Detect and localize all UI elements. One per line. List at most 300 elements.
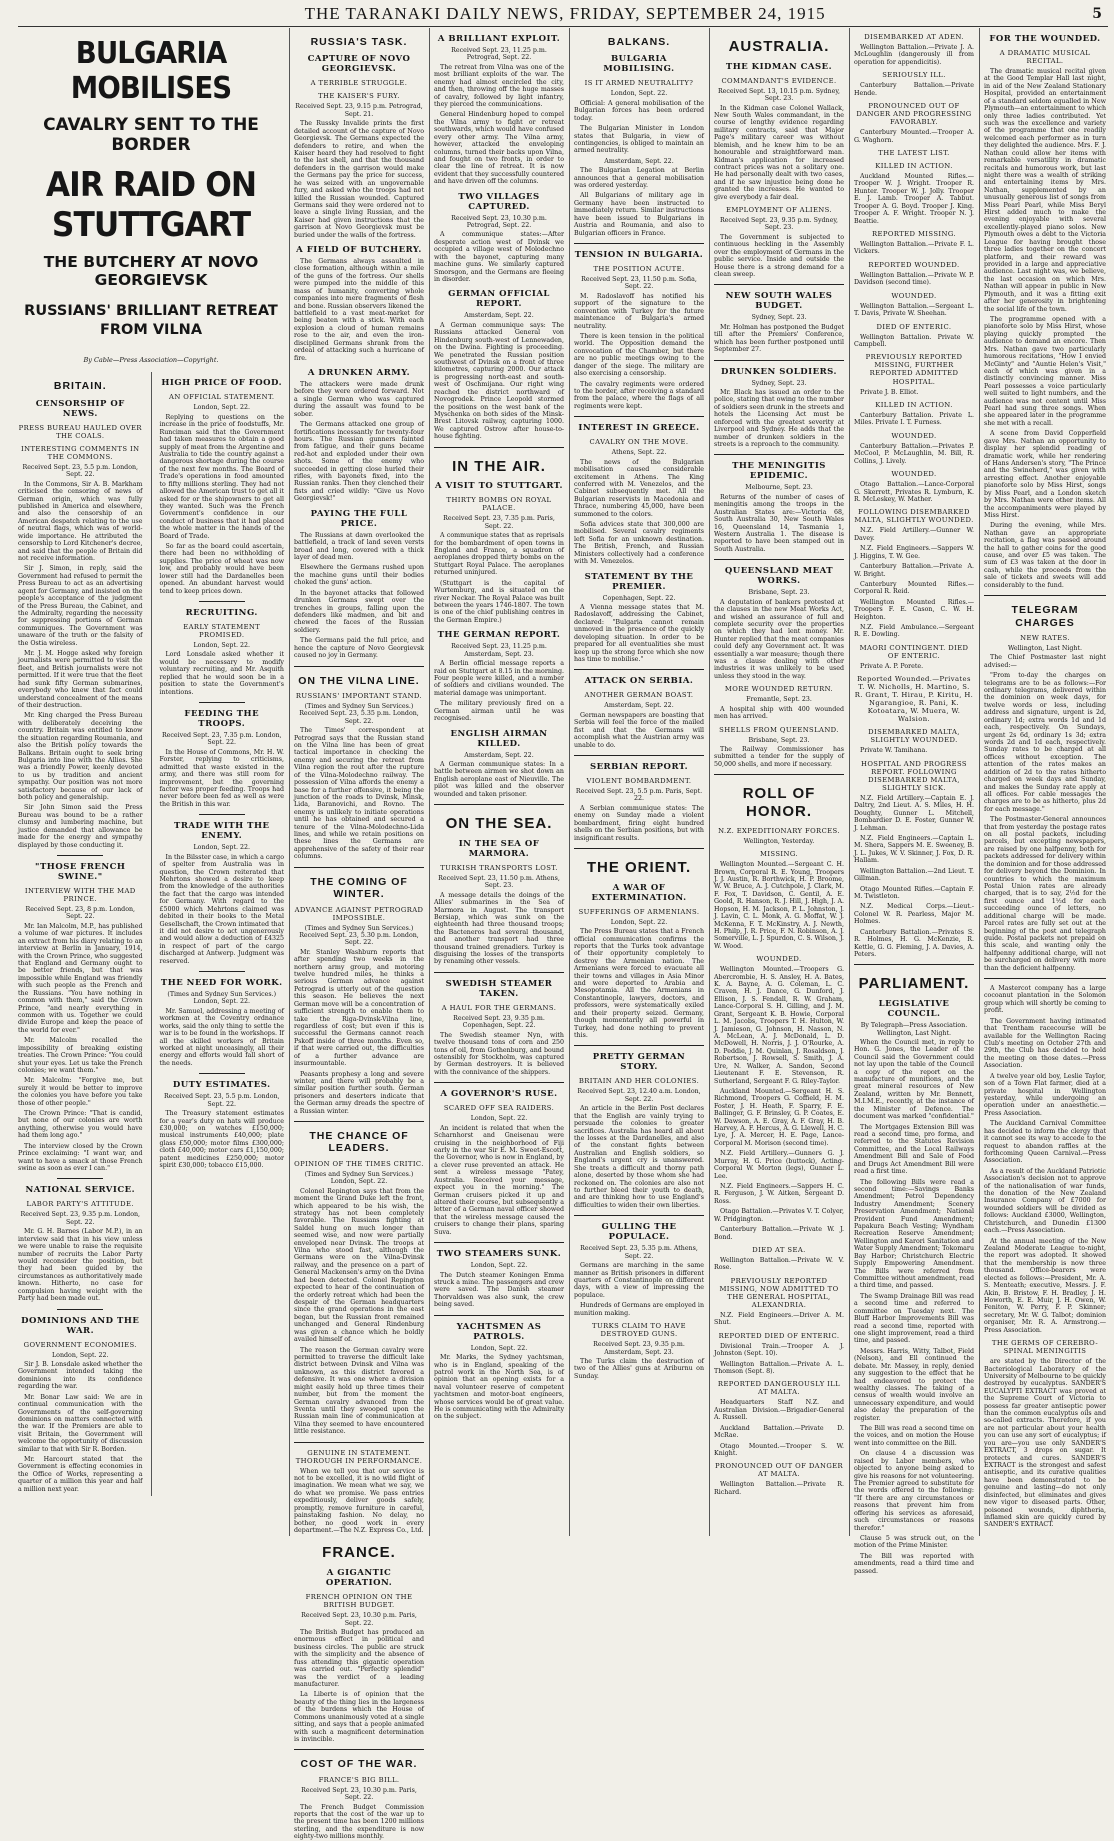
column-divider	[434, 972, 564, 973]
article-headline: GULLING THE POPULACE.	[601, 1222, 677, 1243]
column-divider	[434, 1315, 564, 1316]
column-3	[434, 28, 564, 1536]
article-headline: ENGLISH AIRMAN KILLED.	[450, 728, 548, 749]
article-headline: STATEMENT BY THE PREMIER.	[584, 571, 694, 592]
article-headline: IN THE SEA OF MARMORA.	[458, 838, 540, 859]
article-paragraph: Sir John Simon said the Press Bureau was bound to be a rather clumsy and lumbering machine, but justice demanded that allowance be made for the energy and sympathy displayed by those conducting it.	[18, 804, 143, 849]
article-paragraph: The Germans paid the full price, and hence the capture of Novo Georgievsk caused no joy in Germany.	[294, 637, 424, 660]
article-headline: THE MENINGITIS EPIDEMIC.	[732, 461, 826, 482]
article-paragraph: A communique states that as reprisals for the bombardment of open towns in England and France, a squadron of aeroplanes dropped thirty bombs on the Stuttgart Royal Palace. The aeroplanes returned uninjured.	[434, 532, 564, 577]
dateline: Received Sept. 23, 5.5 p.m. Paris, Sept. 22.	[575, 788, 703, 803]
article-subhead: RUSSIANS' IMPORTANT STAND.	[295, 691, 423, 700]
article-paragraph: The Press Bureau states that a French official communication confirms the reports that the Turks took advantage of their opportunity completely to destroy the Armenian nation. The Armenians were forced to evacuate all their towns and villages in Asia Minor and were deported to Arabia and Mesopotamia. All the Armenians in Constantinople, lawyers, doctors, and professors, were systematically exiled and their property seized. Germany, though momentarily all powerful in Turkey, had done nothing to prevent this.	[574, 928, 704, 1040]
article-headline: SERBIAN REPORT.	[589, 761, 689, 772]
column-divider	[574, 755, 704, 756]
article-paragraph: Private J. B. Elliot.	[860, 388, 919, 396]
column-divider	[199, 601, 245, 602]
article-paragraph: When the Council met, in reply to Hon. G. Jones, the Leader of the Council said the Government could not lay upon the table of the Council a copy of the report on the manufacture of munitions, and the great mineral resources of New Zealand, written by Mr. Bennett, M.I.M.E., recently, at the instance of the Minister of Defence. The document was marked "confidential."	[854, 1038, 974, 1121]
article-paragraph: Otago Mounted.—Trooper S. W. Knight.	[714, 1442, 844, 1457]
article-subhead: THE LATEST LIST.	[878, 149, 950, 158]
article-paragraph: The Postmaster-General announces that from yesterday the postage rates on all postal packets, including parcels, but excepting newspapers, are raised by one halfpenny, both for packets addressed for delivery within the dominion and for those addressed for delivery beyond the Dominion. In countries to which the maximum Postal Union rates are already charged, that is to say, 2½d for the first ounce and 1½d for each succeeding ounce of letters, no additional charge will be made. Parcel rates are fully set out at the beginning of the post and telegraph guide. Postal packets not prepaid on this scale, and wanting only the halfpenny additional charge, will not be surcharged on delivery with more than the deficient halfpenny.	[984, 816, 1106, 972]
article-headline: BULGARIA MOBILISING.	[603, 54, 675, 75]
article-paragraph: Lord Lonsdale asked whether it would be necessary to modify voluntary recruiting, and Mr. Asquith replied that he would soon be in a position to state the Government's intentions.	[159, 651, 284, 696]
article-paragraph: The Times' correspondent at Petrograd says that the Russian stand on the Vilna line has been of great tactical importance in checking the enemy and securing the retreat from Vilna region the rout after the rupture of the Vilna-Molodechno railway. The possession of Vilna affords the enemy a base for a further offensive, it being the junction of the roads to Dvinsk, Minsk, Lida, Baranovichi, and Rovno. The enemy is unlikely to initiate operations until he has obtained and secured a tenure of the Vilna-Molodechno-Lida lines, and while we retain positions on these lines the Germans are apprehensive of the safety of their rear columns.	[294, 727, 424, 861]
article-paragraph: The Railway Commissioner has submitted a tender for the supply of 50,000 shells, and more if necessary.	[714, 746, 844, 768]
article-headline: NATIONAL SERVICE.	[25, 1185, 136, 1196]
article-subhead: ADVANCE AGAINST PETROGRAD IMPOSSIBLE.	[294, 905, 424, 922]
column-rule	[569, 28, 570, 1536]
article-headline: FOR THE WOUNDED.	[989, 34, 1101, 44]
article-headline: TRADE WITH THE ENEMY.	[174, 821, 270, 842]
article-paragraph: Mr. Marks, the Sydney yachtsman, who is in England, speaking of the patrol work in the North Sea, is of opinion that an opening exists for a naval volunteer reserve of competent yachtsmen and motor-boat engineers, whose services would be of great value. He is communicating with the Admiralty on the subject.	[434, 1354, 564, 1421]
dateline: London, Sept. 22.	[193, 844, 250, 852]
article-paragraph: The programme opened with a pianoforte solo by Miss Hirst, whose playing quickly prompted the audience to demand an encore. Then Mrs. Nathan gave two particularly humorous recitations, "How I envied McGinty" and "Auntie Helen's Visit," each of which was given in a distinctly convincing manner. Miss Pearl possesses a voice particularly well suited to light numbers, and the audience was not content until Miss Pearl had sung three songs. When she appeared later in the programme she met with a recall.	[984, 315, 1106, 427]
column-2-france	[294, 1544, 424, 1840]
article-paragraph: A Mastercot company has a large cocoanut plantation in the Solomon group which will shortly be coming to profit.	[984, 985, 1106, 1015]
article-paragraph: In the Bilsster case, in which a cargo of spelter from Australia was in question, the Crown reiterated that Mehrtons showed a desire to keep from the knowledge of the authorities the fact that the cargo was intended for Germany. With regard to the £5000 which Mehrtons claimed was debited in their books to the Metal Gesellschaft, the Crown intimated that it did not desire to act ungenerously and would allow a deduction of £4325 in respect of part of the cargo discharged at Antwerp. Judgment was reserved.	[159, 853, 284, 965]
column-2-stories	[294, 36, 424, 1534]
article-subhead: THE GERMS OF CEREBRO-SPINAL MENINGITIS	[991, 1339, 1099, 1356]
article-subhead: CAVALRY ON THE MOVE.	[589, 438, 689, 447]
article-subhead: TURKISH TRANSPORTS LOST.	[440, 863, 558, 872]
article-headline: A DRUNKEN ARMY.	[307, 367, 411, 378]
article-subhead: PRESS BUREAU HAULED OVER THE COALS.	[18, 423, 142, 440]
article-subhead: LABOR PARTY'S ATTITUDE.	[26, 1200, 134, 1209]
section-heading-large: FRANCE.	[322, 1544, 396, 1562]
section-heading: ON THE VILNA LINE.	[298, 674, 420, 687]
dateline: Received Sept. 23, 5.5 p.m. London, Sept. 22.	[163, 1093, 280, 1108]
column-6	[854, 28, 974, 1575]
column-divider	[294, 1121, 424, 1122]
article-paragraph: Auckland Mounted.—Sergeant H. S. Richmond, Troopers G. Coffield, H. M. Foster, J. H. Heath, F. Sparry, F. E. Ballinger, G. F. Brinsley, G. P. Coates, E. W. Dawson, A. E. Gray, A. F. Gray, H. B. Harvey, A. F. Hercus, A. G. Llewell, H. C. Lye, J. A. Mercer, H. E. Page, Lance-Corporal M. Morison (second time).	[714, 1087, 844, 1147]
article-subhead: ANOTHER GERMAN BOAST.	[584, 691, 694, 700]
article-paragraph: N.Z. Medical Corps.—Lieut.-Colonel W. R. Pearless, Major M. Holmes.	[854, 903, 974, 926]
section-heading-large: PARLIAMENT.	[858, 975, 970, 993]
article-subhead: FRANCE'S BIG BILL.	[318, 1775, 400, 1784]
article-paragraph: The Bill was read a second time on the voices, and on motion the House went into committee on the Bill.	[854, 1425, 974, 1447]
article-paragraph: Wellington Mounted.—Troopers G. Abercrombie, H. S. Ansley, H. A. Bates, K. A. Bayne, A. G. Coleman, L. C. Craven, H. J. Dance, G. Dunford, J. Ellison, J. S. Fendall, R. W. Graham, Lance-Corporal S. H. Gilling, and J. M. Grant, Sergeant K. B. Howie, Corporal L. M. Jacobs, Troopers T. H. Hulton, W. J. Jamieson, G. Johnson, H. Nasson, N. A. McLean, A. J. McDonald, L. D. McDowell, H. Norris, J. J. O'Rourke, A. D. Peddie, J. M. Quinlan, J. Rosaldson, J. Robertson, J. Rowsell, S. Smith, J. A. Ure, N. Walker, A. Sandon, Second Lieutenant F. E. Stevenson, R. Sutherland, Sergeant F. G. Riley-Taylor.	[714, 966, 844, 1085]
article-paragraph: "From to-day the charges on telegrams are to be as follows:—For ordinary telegrams, delivered within the dominion on week days, for twelve words or less, including address and signature, urgent is 2d, ordinary 1d; extra words 1d and 1d each, respectively. On Sundays, urgent 2s 6d, ordinary 1s 3d; extra words 2d and 1d each, respectively. Sunday rates to be charged at all offices without exception. The attention of the rates makes an addition of 2d to the rates hitherto charged on week days and Sunday, and makes the Sunday rate apply at all offices. For cable messages the charges are to be as hitherto, plus 2d for each message."	[984, 672, 1106, 813]
page-number: 5	[1092, 6, 1102, 22]
headline-bulgaria: BULGARIA MOBILISES	[70, 36, 232, 107]
article-subhead: THIRTY BOMBS ON ROYAL PALACE.	[446, 496, 552, 513]
dateline: Amsterdam, Sept. 22.	[604, 157, 674, 165]
article-paragraph: Mr. Harcourt stated that the Government is effecting economies in the Office of Works, representing a quarter of a million this year and half a million next year.	[18, 1456, 143, 1493]
article-subhead: SHELLS FROM QUEENSLAND.	[719, 725, 839, 734]
article-subhead: DIED OF ENTERIC.	[876, 322, 952, 331]
column-divider	[57, 1309, 103, 1310]
column-divider	[574, 416, 704, 417]
article-paragraph: The Auckland Carnival Committee has decided to inform the clergy that it cannot see its way to accede to the request to abandon raffles at the forthcoming Queen Carnival.—Press Association.	[984, 1120, 1106, 1165]
article-paragraph: Wellington Battalion.—Private W. P. Davidson (second time).	[854, 271, 974, 287]
dateline: Brisbane, Sept. 23.	[748, 589, 810, 597]
column-1-left	[18, 372, 143, 1496]
dateline: London, Sept. 22.	[51, 1351, 109, 1359]
article-subhead: THE KAISER'S FURY.	[318, 92, 400, 101]
article-paragraph: On clause 4 a discussion was raised by Labor members, who objected to anyone being asked to give his reasons for not volunteering. The Premier agreed to substitute for the words offered to the following: "If there are any circumstances or reasons that prevent him from offering his services as aforesaid, such circumstances or reasons therefor."	[854, 1450, 974, 1532]
column-divider	[854, 964, 974, 965]
article-paragraph: In the Kidman case Colonel Wallack, New South Wales commandant, in the course of lengthy evidence regarding military contracts, said that Major Page's military career was without blemish, and he knew him to be an honourable and straightforward man. Kidman's application for increased contract prices was not a solitary one. He had personally dealt with two cases, and if he saw injustice being done he granted the increases. He wanted to give everybody a fair deal.	[714, 104, 844, 201]
article-paragraph: Otago Battalion.—Privates V. T. Colyer, W. Pridgington.	[714, 1208, 844, 1223]
dateline: Received Sept. 23, 9.35 p.m. Copenhagen, Sept. 22.	[453, 1014, 545, 1030]
article-paragraph: All Bulgarians of military age in Germany have been instructed to immediately return. Similar instructions have been issued to Bulgarians in Austria and Roumania, and also to Bulgarian officers in France.	[574, 192, 704, 237]
article-subhead: KILLED IN ACTION.	[875, 400, 953, 409]
article-subhead: DIED AT SEA.	[752, 1245, 806, 1254]
article-subhead: DISEMBARKED MALTA, SLIGHTLY WOUNDED.	[868, 728, 960, 745]
dateline: Amsterdam, Sept. 22.	[464, 751, 534, 759]
column-2	[294, 28, 424, 1841]
article-paragraph: Canterbury Mounted.—Trooper A. G. Waghorn.	[854, 129, 974, 144]
article-subhead: REPORTED WOUNDED.	[868, 260, 960, 269]
column-divider	[714, 774, 844, 775]
article-paragraph: Sir J. Simon, in reply, said the Government had refused to permit the Press Bureau to act as an advertising agent for Germany, and insisted on the people's acceptance of the judgment of the Press Bureau, the Cabinet, and the Admiralty, regarding the necessity for suppressing portions of German communiques. The Government was unaware of the truth or the falsity of the Ostia wireless.	[18, 565, 143, 647]
article-paragraph: Hundreds of Germans are employed in munition making.	[574, 1302, 704, 1317]
article-paragraph: Canterbury Battalion.—Privates P. McCool, P. McLaughlin, M. Bill, R. Collins, J. Lively.	[854, 442, 974, 465]
article-paragraph: Wellington Battalion.—2nd Lieut. T. Gillman.	[854, 867, 974, 883]
dateline: London, Sept. 22.	[193, 404, 250, 412]
article-paragraph: M. Radoslavoff has notified his support of the signature to the convention with Turkey for the future maintenance of Bulgaria's armed neutrality.	[574, 292, 704, 330]
article-headline: SWEDISH STEAMER TAKEN.	[445, 978, 553, 999]
column-divider	[434, 447, 564, 448]
section-heading: THE CHANCE OF LEADERS.	[309, 1130, 409, 1155]
article-paragraph: Auckland Battalion.—Private D. McRae.	[714, 1424, 844, 1440]
article-paragraph: The military previously fired on a German airman until he was recognised.	[434, 700, 564, 723]
article-paragraph: Otago Battalion.—Lance-Corporal G. Skerrett, Privates R. Lymburn, K. R. McLeskey, W. Mather.	[854, 481, 974, 503]
article-paragraph: Mr. Stanley Washburn reports that after spending two weeks in the northern army group, and motoring twelve hundred miles, he thinks a serious German advance against Petrograd is utterly out of the question this season. He believes the next German move will be a concentration of sufficient strength to enable them to take the Riga-Dvinsk-Vilna line, regardless of cost; but even if this is successful the Germans cannot reach Pskoff inside of three months. Even so, if that were carried out, the difficulties of a further advance are insurmountable.	[294, 948, 424, 1068]
article-headline: THE KIDMAN CASE.	[725, 61, 833, 72]
article-headline: A VISIT TO STUTTGART.	[435, 481, 563, 492]
article-headline: "THOSE FRENCH SWINE."	[35, 862, 126, 883]
dateline: Received Sept. 23, 9.15 p.m. Petrograd, Sept. 21.	[295, 103, 423, 118]
article-paragraph: N.Z. Field Artillery.—Gunners G. J. Murray, H. G. Price (buttock), Acting-Corporal W. Morton (legs), Gunner L. Lee.	[714, 1150, 844, 1180]
article-paragraph: The Treasury statement estimates for a year's duty on hats will produce £30,000; on watches £150,000; musical instruments £40,000; plate glass £50,000; motor films £300,000; cloth £40,000; motor cars £1,150,000; patent medicines £250,000; motor spirit £30,000; tobacco £15,000.	[159, 1110, 284, 1170]
article-paragraph: During the evening, while Mrs. Nathan gave an appropriate recitation, a flag was passed around the hall to gather coins for the good cause, and over £5 was taken. The sum of £3 was taken at the door in cash, while the proceeds from the sale of tickets and sweets will add considerably to the fund.	[984, 522, 1106, 589]
article-paragraph: The Mortgages Extension Bill was read a second time, pro forma, and referred to the Statutes Revision Committee, and the Local Railways Amendment Bill and Sale of Food and Drugs Act Amendment Bill were read a first time.	[854, 1123, 974, 1176]
column-divider	[574, 848, 704, 849]
dateline: London, Sept. 22.	[193, 642, 250, 650]
article-paragraph: N.Z. Field Artillery.—Captain E. J. Daltry, 2nd Lieut. A. S. Miles, H. H. Doughty, Gunner L. Mitchell, Bombardier D. E. Foster, Gunner W. J. Lehman.	[854, 794, 974, 832]
article-subhead: NEW RATES.	[1020, 633, 1070, 642]
column-7	[984, 28, 1106, 1536]
dateline: (Times and Sydney Sun Services.) London, Sept. 22.	[304, 1170, 414, 1186]
column-divider	[199, 702, 245, 703]
dateline: Copenhagen, Sept. 22.	[602, 594, 676, 602]
column-divider	[434, 1242, 564, 1243]
dateline: Received Sept. 23, 9.35 p.m. Amsterdam, Sept. 23.	[593, 1341, 685, 1356]
article-subhead: Reported Wounded.—Privates T. W. Nicholls, H. Martino, S. R. Grant, T. Hirau, P. Kiritu, H. Ngarangioe, R. Pani, K. Kotoatara, W. Muera, W. Walsion.	[854, 675, 974, 724]
section-heading: THE COMING OF WINTER.	[310, 875, 408, 901]
article-headline: A WAR OF EXTERMINATION.	[591, 882, 687, 903]
article-paragraph: In the Commons, Sir A. B. Markham criticised the censoring of news of German origin, which was fully published in America and elsewhere, and also the censorship of an American despatch relating to the use of neutral flags, which was of world-wide importance. He attributed the censorship to Lord Kitchener's decree, and said that the people of Britain did not receive information.	[18, 480, 143, 562]
column-rule	[429, 28, 430, 1536]
article-subhead: REPORTED DANGEROUSLY ILL AT MALTA.	[717, 1380, 841, 1397]
article-paragraph: The Germans always assaulted in close formation, although within a mile of the guns of the fortress. Our shells were pumped into the middle of this mass of humanity, converting whole companies into mere fragments of flesh and bone. Russian observers likened the battlefield to a vast meat-market for being beaten with a stick. With each explosion a cloud of human remains rose to the air, and even the iron-disciplined Germans shrank from the ordeal of attacking such a hurricane of fire.	[294, 258, 424, 362]
dateline: Athens, Sept. 22.	[611, 449, 667, 457]
dateline: Received Sept. 23, 7.35 p.m. London, Sept. 22.	[161, 732, 282, 747]
article-paragraph: Mr. King charged the Press Bureau with deliberately deceiving the country. Britain was entitled to know the situation regarding Roumania, and also the British policy towards the Balkans. Britain ought to seek bring Bulgaria into line with the Allies. She was a friendly Power, keenly devoted to us by tradition and ancient sympathy. Our position was not more satisfactory because of our lack of both policy and generalship.	[18, 712, 143, 802]
column-1	[18, 28, 284, 1536]
article-paragraph: Headquarters Staff N.Z. and Australian Division.—Brigadier-General A. Russell.	[714, 1399, 844, 1422]
article-paragraph: The Government having intimated that Trentham racecourse will be available for the Wellington Racing Club's meeting on October 27th and 29th, the Club has decided to hold the meeting on those dates.—Press Association.	[984, 1017, 1106, 1070]
article-subhead: GENUINE IN STATEMENT. THOROUGH IN PERFORMANCE.	[295, 1448, 423, 1465]
column-divider	[714, 454, 844, 455]
article-paragraph: Wellington Battalion.—Private A. L. Thomson (Sept. 8).	[714, 1360, 844, 1376]
article-paragraph: The Crown Prince: "That is candid, but none of our colonies are worth anything, otherwise you would have had them long ago."	[18, 1110, 143, 1140]
article-headline: CAPTURE OF NOVO GEORGIEVSK.	[307, 54, 411, 75]
article-paragraph: In the House of Commons, Mr. H. W. Forster, replying to criticisms, admitted that waste existed in the army, and there was still room for improvement, but the governing factor was proper feeding. Troops had never before been fed as well as were the British in this war.	[159, 748, 284, 808]
article-subhead: TURKS CLAIM TO HAVE DESTROYED GUNS.	[592, 1322, 686, 1339]
article-paragraph: Mr. J. M. Hogge asked why foreign journalists were permitted to visit the fleet, and British journalists were not permitted. If it were true that the fleet had sunk fifty German submarines, everybody who knew that fact could understand concealment of the means of their destruction.	[18, 650, 143, 709]
dateline: Received Sept. 23, 7.35 p.m. Paris, Sept. 22.	[443, 515, 555, 530]
article-paragraph: Auckland Mounted Rifles.—Trooper W. J. Wright. Trooper R. Hunter. Trooper W. J. Jolly. Trooper E. J. Lamb. Trooper A. Tabbut. Trooper A. G. Boyd. Trooper J. King. Trooper A. F. Wright. Trooper N. J. Beattie.	[854, 173, 974, 225]
article-paragraph: Private A. P. Porete.	[860, 662, 924, 670]
article-paragraph: General Hindenburg hoped to compel the Vilna army to fight or retreat southwards, which would have confused every other army. The Vilna army, however, attacked the enveloping columns, turned their backs upon Vilna, and fought on two fronts, in order to clear the line of retreat. It is now evident that they successfully countered and have driven off the columns.	[434, 111, 564, 186]
article-paragraph: The British Budget has produced an enormous effect in political and business circles. The public are struck with the simplicity and the absence of fuss attending this gigantic operation was carried out. "Perfectly splendid" was the verdict of a leading manufacturer.	[294, 1629, 424, 1688]
article-headline: INTEREST IN GREECE.	[578, 423, 700, 434]
article-paragraph: The Bulgarian Minister in London states that Bulgaria, in view of contingencies, is obliged to maintain an armed neutrality.	[574, 125, 704, 155]
column-divider	[984, 595, 1106, 596]
column-divider	[574, 1215, 704, 1216]
article-headline: DOMINIONS AND THE WAR.	[21, 1315, 140, 1336]
article-subhead: MAORI CONTINGENT. DIED OF ENTERIC.	[859, 643, 969, 660]
article-paragraph: Mr. G. H. Barnes (Labor M.P.), in an interview said that in his view unless we were unable to raise the requisite number of recruits the Labor Party would reconsider the position, but they had been guided by the circumstances as authoritatively made known. Hitherto, no case for compulsion having weight with the Party had been made out.	[18, 1228, 143, 1303]
headline-air-raid: AIR RAID ON STUTTGART	[45, 164, 257, 245]
article-subhead: OPINION OF THE TIMES CRITIC.	[294, 1159, 424, 1168]
headline-retreat: RUSSIANS' BRILLIANT RETREAT FROM VILNA	[24, 302, 278, 339]
column-divider	[294, 1749, 424, 1750]
article-paragraph: Canterbury Battalion. Private L. Miles. Private I. T. Furness.	[854, 411, 974, 427]
article-headline: QUEENSLAND MEAT WORKS.	[724, 566, 834, 587]
dateline: Sydney, Sept. 23.	[751, 379, 807, 387]
article-paragraph: The Bill was reported with amendments, read a third time and passed.	[854, 1552, 974, 1575]
section-heading: COST OF THE WAR.	[300, 1758, 418, 1771]
article-headline: PAYING THE FULL PRICE.	[310, 508, 408, 529]
article-subhead: COMMANDANT'S EVIDENCE.	[721, 76, 837, 85]
article-headline: CENSORSHIP OF NEWS.	[35, 398, 125, 419]
article-paragraph: The Swedish steamer Nyn, with twelve thousand tons of corn and 250 tons of oil, from Gothenburg, and bound ostensibly for Stockholm, was captured by German destroyers. It is believed with the connivance of the shippers.	[434, 1031, 564, 1076]
article-subhead: KILLED IN ACTION.	[875, 162, 953, 171]
column-divider	[294, 867, 424, 868]
column-divider	[294, 666, 424, 667]
column-divider	[714, 559, 844, 560]
dateline: Received Sept. 23, 10.30 p.m. Paris, Sept. 22.	[301, 1786, 417, 1802]
article-paragraph: Colonel Repington says that from the moment the Grand Duke left the front, which appeared to be his wish, the strategy has not been completely favorable. The Russians fighting at Saldel hung on much longer than seemed wise, and now were partially enveloped near Dvinsk. The troops at Vilna who stood fast, although the Germans were on the Vilna-Dvinsk railway, and the presence on a part of General Mackensen's army on the Dvina had been detected. Colonel Repington expected to hear of the continuation of the orderly retreat which had been the despair of the German headquarters since the grand operations in the east began, but the Russian front remained unchanged and General Rindenburg was given a chance which he boldly availed himself of.	[294, 1187, 424, 1344]
article-paragraph: In the bayonet attacks that followed drunken Germans swept over the trenches in groups, falling upon the defenders like madmen, and bit and chewed the faces of the Russian soldiery.	[294, 589, 424, 634]
article-paragraph: The French Budget Commission reports that the cost of the war up to the present time has been 1200 millions sterling, and the expenditure is now eighty-two millions monthly.	[294, 1803, 424, 1841]
column-divider	[199, 1073, 245, 1074]
dateline: Received Sept. 23, 11.25 p.m. Amsterdam, Sept. 23.	[451, 643, 547, 658]
article-paragraph: The Government is subjected to continuous heckling in the Assembly over the employment of Germans in the public service. Inside and outside the House there is a strong demand for a clean sweep.	[714, 233, 844, 279]
article-paragraph: Elsewhere the Germans rushed upon the machine guns until their bodies choked the guns' action.	[294, 564, 424, 587]
article-paragraph: A Berlin official message reports a raid on Stuttgart at 8.15 in the morning. Four people were killed, and a number of soldiers and civilians wounded. The material damage was unimportant.	[434, 660, 564, 697]
article-paragraph: Sir J. B. Lonsdale asked whether the Government intended taking the dominions into its confidence regarding the war.	[18, 1360, 143, 1391]
article-paragraph: N.Z. Field Engineers.—Sappers W. J. Higgins, T. W. Gee.	[854, 545, 974, 560]
article-headline: THE GERMAN REPORT.	[437, 630, 561, 641]
article-subhead: REPORTED DIED OF ENTERIC.	[718, 1331, 840, 1340]
column-divider	[434, 1082, 564, 1083]
article-headline: NEW SOUTH WALES BUDGET.	[725, 291, 833, 312]
dateline: Wellington, Yesterday.	[743, 837, 815, 845]
column-divider	[574, 669, 704, 670]
column-4	[574, 28, 704, 1536]
article-paragraph: Canterbury Mounted Rifles.—Corporal R. Reid.	[854, 580, 974, 596]
article-paragraph: Wellington Battalion.—Private R. Richard.	[714, 1481, 844, 1496]
article-paragraph: Wellington Battalion.—Private J. A. McLoughlin (dangerously ill from operation for appendicitis).	[854, 44, 974, 66]
article-paragraph: Canterbury Battalion.—Privates S. R. Holmes, H. G. McKenzie, R. Kettle, G. G. Fleming, J. A. Davies, A. Peters.	[854, 928, 974, 958]
article-paragraph: Private W. Tamihana.	[860, 747, 928, 755]
dateline: By Telegraph—Press Association. Wellington, Last Night.	[860, 1022, 968, 1037]
article-paragraph: The following Bills were read a second time:—Savings Banks Amendment; Petrol Dependency Industry Amendment; Scenery Preservation Amendment; National Provident Fund Amendment; Papakura Beach Vesting; Wyndham Recreation Reserve Amendment; Wellington and Karori Sanitation and Water Supply Amendment; Tokomaru Bay Harbor; Christchurch Electric Supply Empowering Amendment. The Bills were referred from Committee without amendment, read a third time, and passed.	[854, 1178, 974, 1290]
article-paragraph: A message details the doings of the Allies' submarines in the Sea of Marmora in August. The transport Bersiap, which was sunk on the eighteenth had three thousand troops; the Bacteneros had several thousand, and another transport had three thousand trained grenadiers. Turkey is disguising the losses of the transports by renaming other vessels.	[434, 891, 564, 966]
dateline: Fremantle, Sept. 23.	[746, 696, 812, 704]
article-paragraph: A scene from David Copperfield gave Mrs. Nathan an opportunity to display her splendid reading of dramatic work, while her rendering of Hans Andersen's story, "The Prince and the Swineherd," was given with arresting effect. Another enjoyable pianoforte solo by Miss Hirst, songs by Miss Pearl, and a London sketch by Mrs. Nathan were other items. All the accompaniments were played by Miss Hirst.	[984, 430, 1106, 519]
article-paragraph: are stated by the Director of the Bacteriological Laboratory of the University of Melbourne to be quickly destroyed by eucalyptus. SANDER'S EUCALYPTI EXTRACT was proved at the Supreme Court of Victoria to possess far greater antiseptic power than the common eucalyptus oils and so-called extracts. Therefore, if you are not particular about your health you can use any sort of eucalyptus; if you are—you use only SANDER'S EXTRACT, 3 drops on sugar. It protects and cures. SANDER'S EXTRACT is the strongest and safest antiseptic, and its curative qualities have been demonstrated to be genuine and lasting—do not only disinfected, but eliminates and gives new vigor to diseased parts. Other, poisoned wounds, diphtheria, inflamed skin are quickly cured by SANDER'S EXTRACT.	[984, 1358, 1106, 1529]
article-subhead: WOUNDED.	[891, 291, 937, 300]
article-paragraph: A deputation of bankers protested at the clauses in the new Meat Works Act, and wished an assurance of full and complete security over the properties on which they had lent money. Mr. Hunter replied that the meat companies could defy any Government act. It was essentially a war measure; though there was a clause dealing with other industries it was unlikely to be used unless they stood in the way.	[714, 598, 844, 680]
column-divider	[714, 360, 844, 361]
column-7-stories	[984, 34, 1106, 1529]
column-rule	[709, 28, 710, 1536]
article-headline: THE NEED FOR WORK.	[160, 978, 283, 989]
article-paragraph: Wellington Battalion. Private W. Campbell.	[854, 333, 974, 349]
article-subhead: VIOLENT BOMBARDMENT.	[586, 776, 692, 785]
article-subhead: EARLY STATEMENT PROMISED.	[183, 623, 261, 640]
dateline: London, Sept. 22.	[470, 1262, 528, 1270]
article-paragraph: The reason the German cavalry were permitted to traverse the difficult lake district between Dvinsk and Vilna was unknown, as this district favored a defensive. It was one where a division might easily hold up three times their number, but from the moment the German cavalry advanced from the Sventa until they swooped upon the Russian main line of communication at Vilna they seemed to have encountered little resistance.	[294, 1346, 424, 1436]
article-subhead: PREVIOUSLY REPORTED MISSING, NOW ADMITTED TO THE GENERAL HOSPITAL, ALEXANDRIA.	[719, 1276, 839, 1309]
article-paragraph: An incident is related that when the Scharnhorst and Gneisenau were cruising in the neighborhood of Fiji early in the war Sir E. M. Sweet-Escott, the Governor, who is now in England, by a clever ruse prevented an attack. He sent a wireless message "Patey, Australia. Received your message, expect you in the morning." The German cruisers picked it up and altered their course, but subsequently a letter of a German naval officer showed that the wireless message caused the cruisers to change their plans, sparing Suva.	[434, 1124, 564, 1236]
article-paragraph: Canterbury Battalion.—Private A. W. Bright.	[854, 563, 974, 578]
article-paragraph: A communique states:—After desperate action west of Dvinsk we occupied a village west of Molodechno with the bayonet, capturing many machine guns. We similarly captured Smorsgon, and the Germans are fleeing in disorder.	[434, 231, 564, 284]
column-6-stories	[854, 33, 974, 1575]
article-paragraph: Mr. Ian Malcolm, M.P., has published a volume of war pictures. It includes an extract from his diary relating to an interview at Berlin in January, 1914, with the Crown Prince, who suggested that England and Germany ought to be better friends, but that was impossible while England was friendly with such people as the French and the Russians. "You have nothing in common with them," said the Crown Prince, "and nearly everything in common with us. Together we could divide Europe and keep the peace of the world for ever."	[18, 922, 143, 1034]
dateline: London, Sept. 22.	[470, 1344, 528, 1352]
dateline: Received Sept. 23, 5.35 p.m. Athens, Sept. 22.	[580, 1245, 698, 1260]
article-subhead: DISEMBARKED AT ADEN.	[864, 33, 964, 41]
article-subhead: WOUNDED.	[891, 470, 937, 479]
article-paragraph: N.Z. Field Engineers.—Driver A. M. Shut.	[714, 1311, 844, 1327]
article-headline: GERMAN OFFICIAL REPORT.	[448, 289, 550, 310]
article-paragraph: N.Z. Field Engineers.—Captain L. M. Shera, Sappers M. E. Sweeney, B. J. L. Jukes, W. V. Skinner, J. Fox, D. R. Hallam.	[854, 835, 974, 865]
article-paragraph: A Vienna message states that M. Radoslavoff, addressing the Cabinet, declared: "Bulgaria cannot remain unmoved in the presence of the quickly developing situation. In order to be prepared for all eventualities she must keep up the strong force which she now has time to mobilise."	[574, 604, 704, 663]
article-subhead: EMPLOYMENT OF ALIENS.	[725, 206, 833, 215]
article-paragraph: The Russky Invalide prints the first detailed account of the capture of Novo Georgievsk. The Germans expected the defenders to retire, and when the Kaiser heard they had resolved to fight to the last shell, and that the thousand defenders in the garrison would make the Germans pay the price for success, he was seized with an ungovernable fury, and asked who the troops had not killed the Russian wounded. Captured Germans said they were ordered not to leave a single living Russian, and the Kaiser had given instructions that the garrison at Novo Georgievsk must be buried under the walls of the fortress.	[294, 120, 424, 239]
article-paragraph: Canterbury Battalion.—Private Hende.	[854, 82, 974, 97]
dateline: Received Sept. 23, 10.30 p.m. Paris, Sept. 22.	[301, 1612, 417, 1627]
dateline: Received Sept. 23, 5.5 p.m. London, Sept. 22.	[22, 463, 139, 479]
article-paragraph: Mr. Holman has postponed the Budget till after the Premiers' Conference, which has been further postponed until September 27.	[714, 323, 844, 354]
article-paragraph: Mr. Bonar Law said: We are in continual communication with the Governments of the self-governing dominions on matters connected with the war. If the Premiers are able to visit Britain, the Government will welcome the opportunity of discussion similar to that with Sir R. Borden.	[18, 1393, 143, 1453]
article-paragraph: Returns of the number of cases of meningitis among the troops in the Australian States are:—Victoria 68, South Australia 30, New South Wales 16, Queensland 14, Tasmania 1, Western Australia 1. The disease is reported to have been stamped out in South Australia.	[714, 493, 844, 553]
article-paragraph: At the annual meeting of the New Zealand Moderate League to-night, the report was adopted. It showed that the membership is now three thousand. Office-bearers were elected as follows:—President, Mr. A. S. Menteath; executive, Messrs. J. F. Akin, B. Bristow, F. H. Bradley, J. H. Howorth, E. E. Muir, J. H. Owen, W. Feniton, W. Perry, F. P. Skinner; secretary, Mr. W. G. Talbot; dominion organiser, Mr. R. A. Armstrong.—Press Association.	[984, 1237, 1106, 1334]
article-paragraph: A German communique says: The Russians attacked General von Hindenburg south-west of Lennewaden, on the Dwina. Fighting is proceeding. We penetrated the Russian position southwest of Dvinsk on a front of three kilometres, capturing 2000. Our attack is progressing north-east and south-west of Oschmijana. Our right wing reached the district northward of Novogrodek. Prince Leopold stormed the positions on the west bank of the Myschenka on both sides of the Minsk-Brest Litovsk railway, capturing 1000. We captured Ostrow after house-to-house fighting.	[434, 321, 564, 441]
article-headline: TWO STEAMERS SUNK.	[436, 1249, 562, 1260]
article-paragraph: A twelve year old boy, Leslie Taylor, son of a Town Flat farmer, died at a private hospital in Wellington yesterday, while undergoing an operation under an anaesthetic.—Press Association.	[984, 1072, 1106, 1117]
article-subhead: N.Z. EXPEDITIONARY FORCES.	[718, 826, 840, 835]
article-paragraph: Replying to questions on the increase in the price of foodstuffs, Mr. Runciman said that the Government had taken measures to obtain a good supply of meat from the Argentine and Australia to tide the country against a dangerous shortage during the course of the next few months. The Board of Trade's operations in food amounted to fifty millions sterling. They had not allowed the American trust to get all it asked for or the shipowners to get all they wanted. Such was the French Government's confidence in our conduct of business that it had placed the whole matter in the hands of the Board of Trade.	[159, 413, 284, 540]
article-subhead: WOUNDED.	[891, 431, 937, 440]
article-subhead: INTERESTING COMMENTS IN THE COMMONS.	[21, 444, 140, 461]
article-headline: A FIELD OF BUTCHERY.	[296, 245, 422, 256]
section-heading-large: AUSTRALIA.	[728, 38, 830, 55]
dateline: Wellington, Last Night.	[1007, 644, 1083, 652]
column-divider	[714, 284, 844, 285]
column-1-right	[159, 372, 284, 1496]
article-paragraph: Wellington Mounted.—Sergeant C. H. Brown, Corporal R. E. Young, Troopers J. J. Austin, R. Borthwick, H. P. Broome, W. W. Bruce, A. J. Cutchpole, J. Clark, M. F. Fox, T. Davidson, C. Gentil, A. E. Goold, R. Hanson, R. J. Hill, J. High, J. A. Hopson, H. M. Jackson, P. L. Johnston, J. J. Lavin, C. L. Monk, A. G. Moffat, W. J. McKenna, F. T. McKinstry, A. J. Newth, H. Philp, J. R. Price, F. N. Robinson, A. J. Somerville, L. J. Spurdon, C. S. Wilson, J. W. Wood.	[714, 861, 844, 950]
article-paragraph: N.Z. Field Artillery.—Gunner W. Davey.	[854, 527, 974, 542]
article-paragraph: German newspapers are boasting that Serbia will feel the force of the mailed fist and that the Germans will accomplish what the Austrian army was unable to do.	[574, 711, 704, 749]
article-subhead: GOVERNMENT ECONOMIES.	[23, 1340, 137, 1349]
column-divider	[199, 814, 245, 815]
article-paragraph: Germans are marching in the same manner as British prisoners in different quarters of Constantinople on different days, with a view of impressing the populace.	[574, 1262, 704, 1299]
article-headline: DRUNKEN SOLDIERS.	[721, 366, 837, 377]
article-subhead: MISSING.	[759, 850, 799, 859]
article-paragraph: The Russians at dawn overlooked the battlefield, a track of land seven versts broad and long, covered with a thick layer of dead men.	[294, 531, 424, 562]
article-paragraph: Official: A general mobilisation of the Bulgarian forces has been ordered today.	[574, 99, 704, 122]
article-paragraph: The news of the Bulgarian mobilisation caused considerable excitement in Athens. The King conferred with M. Venezelos, and the Cabinet subsequently met. All the Bulgarian reservists in Macedonia and Thrace, numbering 45,000, have been summoned to the colors.	[574, 458, 704, 518]
article-paragraph: A Serbian communique states: The enemy on Sunday made a violent bombardment, firing eight hundred shells on the Serbian positions, but with insignificant results.	[574, 804, 704, 842]
dateline: Received Sept. 23, 11.25 p.m. Petrograd, Sept. 22.	[451, 47, 547, 62]
article-subhead: MORE WOUNDED RETURN.	[724, 685, 834, 694]
dateline: Received Sept. 23, 9.35 p.m. London, Sept. 22.	[20, 1211, 141, 1226]
article-paragraph: Mr. Malcolm recalled the impossibility of breaking existing treaties. The Crown Prince: "You could shut your eyes. Let us take the French colonies; we want them."	[18, 1037, 143, 1074]
dateline: London, Sept. 22.	[610, 90, 668, 98]
masthead-title: THE TARANAKI DAILY NEWS, FRIDAY, SEPTEMBER 24, 1915	[304, 4, 826, 23]
article-subhead: PREVIOUSLY REPORTED MISSING, FURTHER REPORTED ADMITTED HOSPITAL.	[865, 353, 963, 386]
article-subhead: INTERVIEW WITH THE MAD PRINCE.	[24, 887, 136, 904]
article-headline: YACHTSMEN AS PATROLS.	[456, 1321, 542, 1342]
article-headline: HIGH PRICE OF FOOD.	[161, 378, 283, 389]
article-paragraph: The interview closed by the Crown Prince exclaiming: "I want war, and want to have a smack at those French swine as soon as ever I can."	[18, 1142, 143, 1172]
dateline: Received Sept. 13, 10.15 p.m. Sydney, Sept. 23.	[717, 87, 841, 103]
article-paragraph: The retreat from Vilna was one of the most brilliant exploits of the war. The enemy had almost encircled the city, and then, throwing off the huge masses of cavalry, followed by light infantry, they pierced the communications.	[434, 63, 564, 108]
article-paragraph: The Dutch steamer Koningen Emma struck a mine. The passengers and crew were saved. The Danish steamer Thorvaldsen was also sunk, the crew being saved.	[434, 1271, 564, 1309]
column-divider	[57, 1178, 103, 1179]
article-headline: TENSION IN BULGARIA.	[574, 250, 704, 261]
article-headline: ATTACK ON SERBIA.	[584, 676, 694, 687]
article-headline: A GOVERNOR'S RUSE.	[440, 1089, 558, 1100]
dateline: (Times and Sydney Sun Services.) Received Sept. 23, 5.30 p.m. London, Sept. 22.	[299, 924, 419, 947]
article-paragraph: Wellington Mounted Rifles.—Troopers F. E. Cason, C. W. H. Heighton.	[854, 598, 974, 621]
cable-credit: By Cable—Press Association—Copyright.	[83, 355, 219, 364]
article-paragraph: Wellington Battalion.—Private F. L. Vickers.	[854, 241, 974, 256]
dateline: Melbourne, Sept. 23.	[745, 484, 813, 492]
article-paragraph: N.Z. Field Ambulance.—Sergeant R. E. Dowling.	[854, 624, 974, 639]
article-paragraph: Otago Mounted Rifles.—Captain F. M. Twistleton.	[854, 885, 974, 900]
article-paragraph: Clause 5 was struck out, on the motion of the Prime Minister.	[854, 1534, 974, 1550]
article-headline: A GIGANTIC OPERATION.	[325, 1568, 393, 1589]
article-paragraph: The Turks claim the destruction of two of the Allies' guns at Ariburnu on Sunday.	[574, 1357, 704, 1380]
masthead	[18, 2, 1108, 27]
article-subhead: WOUNDED.	[756, 955, 802, 964]
section-heading: TELEGRAM CHARGES	[1011, 604, 1079, 629]
dateline: Amsterdam, Sept. 22.	[604, 702, 674, 710]
article-paragraph: Mr. Samuel, addressing a meeting of workmen at the Coventry ordnance works, said the only thing to settle the war is to be found in the workshops. If all the skilled workers of Britain worked at night unceasingly, all their energy and efforts would fall short of the needs.	[159, 1007, 284, 1067]
dateline: Amsterdam, Sept. 22.	[464, 312, 534, 320]
article-subhead: AN OFFICIAL STATEMENT.	[169, 393, 275, 402]
dateline: Brisbane, Sept. 23.	[748, 736, 810, 744]
column-divider	[57, 855, 103, 856]
dateline: (Times and Sydney Sun Services.) Received Sept. 23, 5.35 p.m. London, Sept. 22.	[299, 702, 419, 725]
column-divider	[574, 1045, 704, 1046]
article-subhead: A HAUL FOR THE GERMANS.	[441, 1003, 557, 1012]
article-paragraph: An article in the Berlin Post declares that the English are vainly trying to persuade the colonies to greater sacrifices. Australia has heard all about the losses at the Dardanelles, and also of the constant fights between Australian and English soldiers, so England's urgent cry is unanswered. She treats a difficult and thorny path alone, deserted by those whom she had reckoned on. The colonies are also not to further bleed their youth to death, and are thinking how to use England's difficulties to widen their own liberties.	[574, 1105, 704, 1209]
article-paragraph: A German communique states: In a battle between airmen we shot down an English aeroplane east of Nieuville. The pilot was killed and the observer wounded and taken prisoner.	[434, 760, 564, 798]
article-paragraph: So far as the board could ascertain, there had been no withholding of supplies. The price of wheat was now low, and probably would have been lower still had the Dardanelles been opened. An abundant harvest would tend to keep prices down.	[159, 543, 284, 595]
article-subhead: PRONOUNCED OUT OF DANGER AND PROGRESSING FAVORABLY.	[856, 102, 972, 127]
article-subhead: HOSPITAL AND PROGRESS REPORT. FOLLOWING DISEMBARKED MALTA, SLIGHTLY SICK.	[861, 759, 967, 792]
article-subhead: BRITAIN AND HER COLONIES.	[578, 1077, 700, 1086]
